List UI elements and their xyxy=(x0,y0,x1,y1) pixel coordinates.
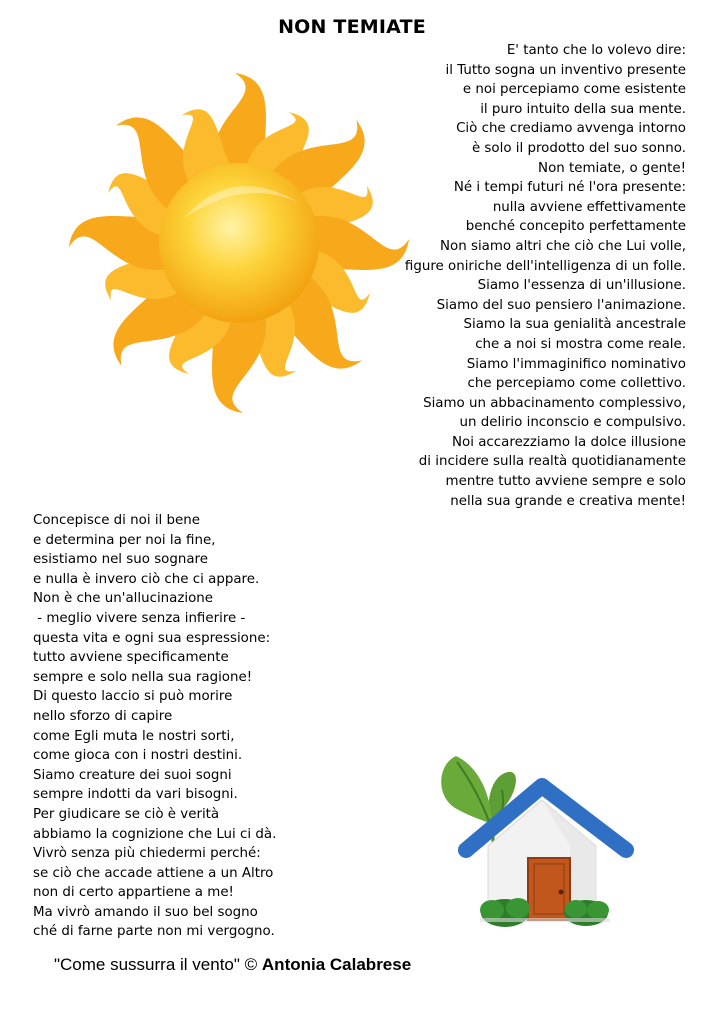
poem-line: è solo il prodotto del suo sonno. xyxy=(471,140,686,156)
poem-line: Né i tempi futuri né l'ora presente: xyxy=(453,180,686,196)
poem-line: Di questo laccio si può morire xyxy=(33,689,233,705)
poem-line: e noi percepiamo come esistente xyxy=(462,82,686,98)
poem-stanza-right xyxy=(405,41,686,511)
poem-line: esistiamo nel suo sognare xyxy=(33,552,209,568)
poem-line: mentre tutto avviene sempre e solo xyxy=(445,474,686,490)
house-icon xyxy=(430,750,640,935)
poem-line: Siamo l'essenza di un'illusione. xyxy=(477,278,686,294)
credit-line xyxy=(54,955,411,975)
credit-work: "Come sussurra il vento" © xyxy=(54,955,258,974)
poem-line: Per giudicare se ciò è verità xyxy=(33,806,220,822)
poem-line: Siamo la sua genialità ancestrale xyxy=(463,317,686,333)
poem-line: di incidere sulla realtà quotidianamente xyxy=(418,454,686,470)
poem-line: - meglio vivere senza infierire - xyxy=(33,610,246,626)
poem-line: Siamo del suo pensiero l'animazione. xyxy=(436,297,686,313)
poem-line: Siamo l'immaginifico nominativo xyxy=(466,356,686,372)
poem-line: come gioca con i nostri destini. xyxy=(33,748,243,764)
poem-line: Siamo un abbacinamento complessivo, xyxy=(423,395,686,411)
poem-line: come Egli muta le nostri sorti, xyxy=(33,728,235,744)
poem-line: Concepisce di noi il bene xyxy=(33,513,200,528)
poem-line: questa vita e ogni sua espressione: xyxy=(33,630,271,646)
poem-line: tutto avviene specificamente xyxy=(33,650,229,666)
poem-title: NON TEMIATE xyxy=(278,16,426,38)
poem-stanza-left xyxy=(33,511,276,942)
poem-line: e determina per noi la fine, xyxy=(33,532,216,548)
poem-line: Siamo creature dei suoi sogni xyxy=(33,767,232,783)
poem-line: E' tanto che lo volevo dire: xyxy=(506,43,686,58)
poem-line: il puro intuito della sua mente. xyxy=(480,101,686,117)
credit-author: Antonia Calabrese xyxy=(261,955,412,974)
poem-line: Vivrò senza più chiedermi perché: xyxy=(33,846,261,862)
poem-line: sempre e solo nella sua ragione! xyxy=(33,669,253,685)
poem-line: un delirio inconscio e compulsivo. xyxy=(459,415,686,431)
sun-icon xyxy=(64,68,414,418)
poem-line: Ma vivrò amando il suo bel sogno xyxy=(33,904,258,920)
poem-line: che a noi si mostra come reale. xyxy=(475,336,686,352)
poem-line: Noi accarezziamo la dolce illusione xyxy=(452,434,686,450)
poem-line: benché concepito perfettamente xyxy=(465,219,686,235)
poem-line: figure oniriche dell'intelligenza di un folle. xyxy=(404,258,686,274)
poem-line: abbiamo la cognizione che Lui ci dà. xyxy=(33,826,277,842)
poem-line: nello sforzo di capire xyxy=(33,708,173,724)
poem-line: se ciò che accade attiene a un Altro xyxy=(33,865,274,881)
leaf-icon xyxy=(441,756,492,825)
poem-line: nulla avviene effettivamente xyxy=(492,199,686,215)
poem-line: Non siamo altri che ciò che Lui volle, xyxy=(440,238,686,254)
poem-line: e nulla è invero ciò che ci appare. xyxy=(33,571,260,587)
poem-line: nella sua grande e creativa mente! xyxy=(450,493,686,509)
poem-line: Non temiate, o gente! xyxy=(538,160,686,176)
poem-line: ché di farne parte non mi vergogno. xyxy=(33,924,275,940)
poem-line: sempre indotti da vari bisogni. xyxy=(33,787,238,803)
poem-line: che percepiamo come collettivo. xyxy=(467,376,686,392)
poem-line: il Tutto sogna un inventivo presente xyxy=(445,62,686,78)
poem-line: Non è che un'allucinazione xyxy=(33,591,214,607)
poem-line: non di certo appartiene a me! xyxy=(33,885,234,901)
poem-line: Ciò che crediamo avvenga intorno xyxy=(456,121,686,137)
